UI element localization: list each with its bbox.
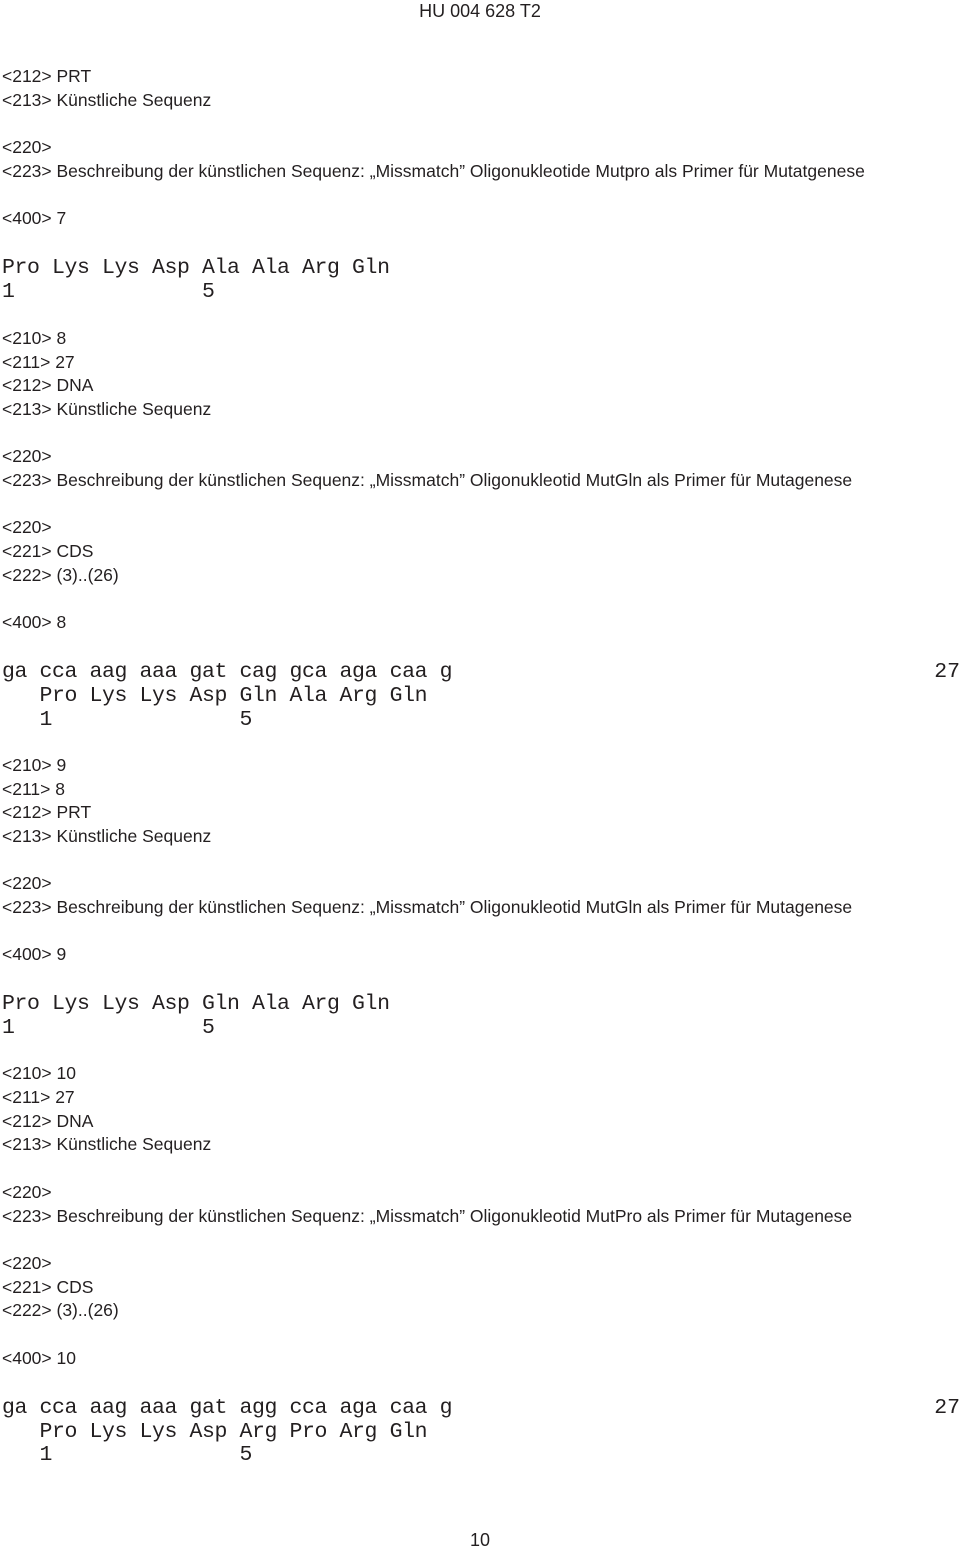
seq10-length-number: 27	[934, 1396, 960, 1420]
seq8-feature: <220>	[2, 446, 52, 466]
seq8-length: <211> 27	[2, 352, 75, 372]
seq8-feature-key: <221> CDS	[2, 541, 94, 561]
seq9-length: <211> 8	[2, 779, 65, 799]
seq10-id: <210> 10	[2, 1063, 76, 1083]
seq7-position-numbers: 1 5	[2, 280, 215, 304]
seq10-length: <211> 27	[2, 1087, 75, 1107]
seq8-length-number: 27	[934, 660, 960, 684]
seq9-protein-sequence: Pro Lys Lys Asp Gln Ala Arg Gln	[2, 992, 390, 1016]
seq7-description: <223> Beschreibung der künstlichen Sequenz: „Missmatch” Oligonukleotide Mutpro als Primer für Mutatgenese	[2, 161, 865, 181]
seq9-description: <223> Beschreibung der künstlichen Sequenz: „Missmatch” Oligonukleotid MutGln als Primer für Mutagenese	[2, 897, 853, 917]
seq10-feature: <220>	[2, 1182, 52, 1202]
seq9-type: <212> PRT	[2, 802, 92, 822]
page-number: 10	[469, 1530, 491, 1550]
document-id-header: HU 004 628 T2	[419, 1, 541, 21]
seq9-id: <210> 9	[2, 755, 67, 775]
seq9-organism: <213> Künstliche Sequenz	[2, 826, 212, 846]
seq9-position-numbers: 1 5	[2, 1016, 215, 1040]
seq8-dna-sequence: ga cca aag aaa gat cag gca aga caa g	[2, 660, 453, 684]
seq8-id: <210> 8	[2, 328, 67, 348]
seq8-position-numbers: 1 5	[2, 708, 253, 732]
seq10-position-numbers: 1 5	[2, 1443, 253, 1467]
seq10-organism: <213> Künstliche Sequenz	[2, 1134, 212, 1154]
seq7-type: <212> PRT	[2, 66, 92, 86]
seq10-type: <212> DNA	[2, 1111, 94, 1131]
seq10-description: <223> Beschreibung der künstlichen Sequenz: „Missmatch” Oligonukleotid MutPro als Primer für Mutagenese	[2, 1206, 853, 1226]
seq8-description: <223> Beschreibung der künstlichen Sequenz: „Missmatch” Oligonukleotid MutGln als Primer für Mutagenese	[2, 470, 853, 490]
seq7-sequence-label: <400> 7	[2, 208, 67, 228]
seq7-organism: <213> Künstliche Sequenz	[2, 90, 212, 110]
seq8-organism: <213> Künstliche Sequenz	[2, 399, 212, 419]
seq7-feature: <220>	[2, 137, 52, 157]
seq10-protein-translation: Pro Lys Lys Asp Arg Pro Arg Gln	[2, 1420, 428, 1444]
seq9-sequence-label: <400> 9	[2, 944, 67, 964]
seq10-location: <222> (3)..(26)	[2, 1300, 119, 1320]
seq8-type: <212> DNA	[2, 375, 94, 395]
seq10-sequence-label: <400> 10	[2, 1348, 76, 1368]
seq7-protein-sequence: Pro Lys Lys Asp Ala Ala Arg Gln	[2, 256, 390, 280]
seq8-feature-2: <220>	[2, 517, 52, 537]
seq8-sequence-label: <400> 8	[2, 612, 67, 632]
seq10-feature-key: <221> CDS	[2, 1277, 94, 1297]
seq8-location: <222> (3)..(26)	[2, 565, 119, 585]
seq8-protein-translation: Pro Lys Lys Asp Gln Ala Arg Gln	[2, 684, 428, 708]
seq10-feature-2: <220>	[2, 1253, 52, 1273]
seq10-dna-sequence: ga cca aag aaa gat agg cca aga caa g	[2, 1396, 453, 1420]
seq9-feature: <220>	[2, 873, 52, 893]
